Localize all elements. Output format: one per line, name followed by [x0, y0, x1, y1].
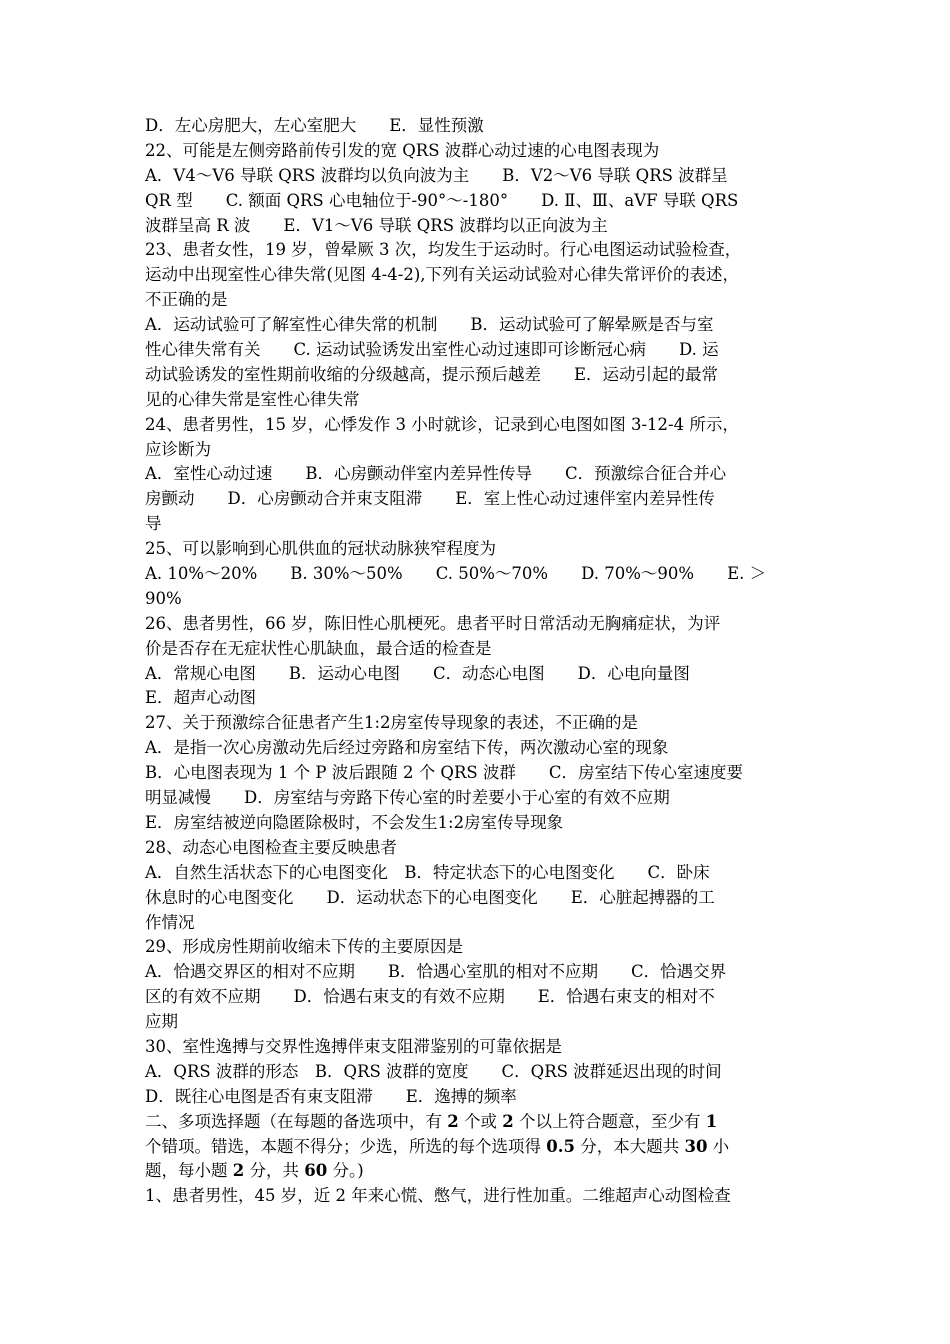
question-23: 23、患者女性，19 岁，曾晕厥 3 次，均发生于运动时。行心电图运动试验检查，	[145, 240, 742, 260]
text-line: A．自然生活状态下的心电图变化 B．特定状态下的心电图变化 C．卧床	[145, 862, 710, 882]
text-line: B．心电图表现为 1 个 P 波后跟随 2 个 QRS 波群 C．房室结下传心室速度要	[145, 763, 744, 783]
text-line: A. 10%～20% B. 30%～50% C. 50%～70% D. 70%～90% E. ＞	[145, 564, 767, 584]
text-line: A．运动试验可了解室性心律失常的机制 B．运动试验可了解晕厥是否与室	[145, 315, 714, 335]
text-line: 应期	[145, 1012, 178, 1032]
question-mc-1: 1、患者男性，45 岁，近 2 年来心慌、憋气，进行性加重。二维超声心动图检查	[145, 1186, 731, 1206]
text-run: 个或	[458, 1111, 503, 1131]
text-line: 休息时的心电图变化 D．运动状态下的心电图变化 E．心脏起搏器的工	[145, 887, 715, 907]
section-heading-multiple-choice	[145, 1110, 811, 1135]
question-29: 29、形成房性期前收缩未下传的主要原因是	[145, 937, 463, 957]
text-run: 题，每小题	[145, 1161, 233, 1181]
text-line: E．超声心动图	[145, 688, 257, 708]
text-line: 导	[145, 514, 162, 534]
text-run: 个错项。错选，本题不得分；少选，所选的每个选项得	[145, 1136, 547, 1156]
section-instructions	[145, 1159, 811, 1184]
text-line: 波群呈高 R 波 E．V1～V6 导联 QRS 波群均以正向波为主	[145, 215, 608, 235]
bold-number: 2	[232, 1161, 245, 1181]
text-line: 区的有效不应期 D．恰遇右束支的有效不应期 E．恰遇右束支的相对不	[145, 987, 715, 1007]
question-22: 22、可能是左侧旁路前传引发的宽 QRS 波群心动过速的心电图表现为	[145, 140, 660, 160]
bold-number: 60	[304, 1161, 328, 1181]
question-28: 28、动态心电图检查主要反映患者	[145, 837, 397, 857]
bold-number: 2	[447, 1111, 459, 1131]
question-24: 24、患者男性，15 岁，心悸发作 3 小时就诊，记录到心电图如图 3-12-4 所示，	[145, 414, 739, 434]
text-line: A．QRS 波群的形态 B．QRS 波群的宽度 C．QRS 波群延迟出现的时间	[145, 1061, 722, 1081]
text-line: A．常规心电图 B．运动心电图 C．动态心电图 D．心电向量图	[145, 663, 690, 683]
text-line: 动试验诱发的室性期前收缩的分级越高，提示预后越差 E．运动引起的最常	[145, 364, 719, 384]
text-run: 二、多项选择题（在每题的备选项中，有	[145, 1111, 448, 1131]
text-run: 个以上符合题意，至少有	[513, 1111, 706, 1131]
text-line: 见的心律失常是室性心律失常	[145, 389, 360, 409]
text-line: 作情况	[145, 912, 195, 932]
text-line: 不正确的是	[145, 290, 228, 310]
bold-number: 2	[502, 1111, 514, 1131]
text-line: A．恰遇交界区的相对不应期 B．恰遇心室肌的相对不应期 C．恰遇交界	[145, 962, 727, 982]
text-line: 价是否存在无症状性心肌缺血，最合适的检查是	[145, 638, 492, 658]
text-line: A．是指一次心房激动先后经过旁路和房室结下传，两次激动心室的现象	[145, 738, 669, 758]
question-25: 25、可以影响到心肌供血的冠状动脉狭窄程度为	[145, 539, 496, 559]
question-26: 26、患者男性，66 岁，陈旧性心肌梗死。患者平时日常活动无胸痛症状，为评	[145, 613, 721, 633]
text-line: 房颤动 D．心房颤动合并束支阻滞 E．室上性心动过速伴室内差异性传	[145, 489, 715, 509]
text-line: 应诊断为	[145, 439, 211, 459]
text-line: E．房室结被逆向隐匿除极时，不会发生1:2房室传导现象	[145, 812, 564, 832]
text-line: A．室性心动过速 B．心房颤动伴室内差异性传导 C．预激综合征合并心	[145, 464, 727, 484]
text-line: 运动中出现室性心律失常(见图 4-4-2),下列有关运动试验对心律失常评价的表述，	[145, 265, 740, 285]
bold-number: 0.5	[546, 1136, 575, 1156]
document-page	[145, 114, 811, 1209]
text-line: D．左心房肥大，左心室肥大 E．显性预激	[145, 116, 484, 135]
question-27: 27、关于预激综合征患者产生1:2房室传导现象的表述，不正确的是	[145, 713, 639, 733]
text-run: 小	[707, 1136, 730, 1156]
text-run: 分，本大题共	[574, 1136, 685, 1156]
text-line: 90%	[145, 588, 182, 608]
text-run: 分，共	[244, 1161, 305, 1181]
text-line: A．V4～V6 导联 QRS 波群均以负向波为主 B．V2～V6 导联 QRS 波群呈	[145, 165, 728, 185]
bold-number: 30	[684, 1136, 708, 1156]
section-instructions	[145, 1135, 811, 1160]
text-line: 性心律失常有关 C. 运动试验诱发出室性心动过速即可诊断冠心病 D. 运	[145, 340, 719, 360]
bold-number: 1	[705, 1111, 718, 1131]
text-line: 明显减慢 D．房室结与旁路下传心室的时差要小于心室的有效不应期	[145, 788, 670, 808]
text-run: 分。)	[327, 1161, 364, 1181]
text-line: QR 型 C. 额面 QRS 心电轴位于-90°～-180° D. Ⅱ、Ⅲ、aVF 导联 QRS	[145, 190, 739, 210]
text-line: D．既往心电图是否有束支阻滞 E．逸搏的频率	[145, 1086, 517, 1106]
question-30: 30、室性逸搏与交界性逸搏伴束支阻滞鉴别的可靠依据是	[145, 1036, 562, 1056]
